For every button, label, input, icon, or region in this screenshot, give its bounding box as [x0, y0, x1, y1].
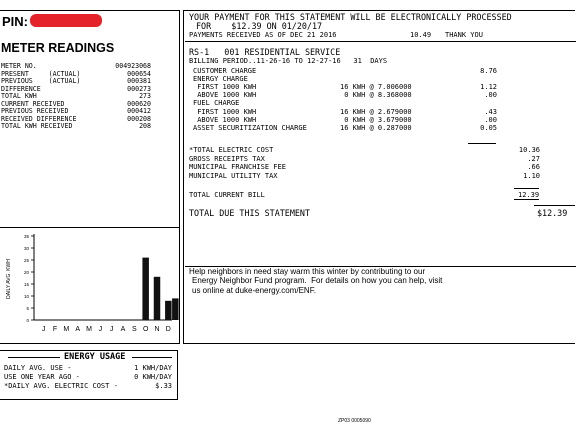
reading-label: RECEIVED DIFFERENCE — [1, 114, 77, 123]
x-tick-label: M — [63, 326, 70, 333]
charge-rate: 16 KWH @ 0.287000 — [340, 123, 412, 132]
reading-value: 208 — [139, 122, 151, 130]
reading-value: 000208 — [127, 114, 151, 123]
reading-label: TOTAL KWH RECEIVED — [1, 122, 73, 130]
subtotal-rule — [468, 143, 496, 144]
charge-rate: 16 KWH @ 7.006000 — [340, 83, 412, 92]
current-bill-rule — [514, 188, 539, 189]
reading-label: PREVIOUS (ACTUAL) — [1, 77, 81, 85]
reading-label: DIFFERENCE — [1, 84, 41, 93]
tax-amount: 1.10 — [523, 171, 540, 180]
reading-label: CURRENT RECEIVED — [1, 99, 65, 108]
current-bill-label: TOTAL CURRENT BILL — [189, 191, 265, 199]
x-tick-label: S — [131, 326, 137, 333]
charge-label: ASSET SECURITIZATION CHARGE — [193, 123, 307, 132]
payments-received-amount: 10.49 — [410, 31, 432, 39]
y-tick-label: 35 — [23, 234, 29, 239]
y-tick-label: 20 — [23, 270, 29, 275]
total-due-rule — [534, 205, 575, 206]
charge-label: FIRST 1000 KWH — [193, 107, 257, 116]
daily-usage-chart — [0, 227, 182, 344]
charge-label: ENERGY CHARGE — [193, 75, 248, 84]
payment-notice-line1: YOUR PAYMENT FOR THIS STATEMENT WILL BE ELECTRONICALLY PROCESSED — [189, 12, 512, 22]
current-bill-underline — [514, 199, 539, 200]
energy-row-label: *DAILY AVG. ELECTRIC COST - — [4, 382, 118, 390]
charge-rate: 0 KWH @ 3.679000 — [340, 115, 412, 124]
reading-value: 000412 — [127, 107, 151, 115]
tax-amount: 10.36 — [518, 146, 540, 154]
charge-rate: 0 KWH @ 8.368000 — [340, 91, 412, 100]
message-line3: us online at duke-energy.com/ENF. — [192, 286, 316, 295]
tax-label: *TOTAL ELECTRIC COST — [189, 146, 274, 154]
charge-rate: 16 KWH @ 2.679000 — [340, 107, 412, 116]
y-tick-label: 15 — [23, 282, 29, 287]
energy-usage-title: ENERGY USAGE — [64, 352, 126, 362]
x-tick-label: A — [75, 326, 81, 333]
energy-row-label: DAILY AVG. USE - — [4, 364, 72, 372]
reading-value: 000620 — [127, 99, 151, 108]
footer-code: ZP03 0005090 — [338, 418, 371, 424]
charge-label: FIRST 1000 KWH — [193, 83, 257, 92]
x-tick-label: O — [142, 326, 149, 333]
charge-amount: 8.76 — [480, 67, 497, 75]
reading-label: TOTAL KWH — [1, 92, 37, 100]
y-tick-label: 0 — [26, 318, 29, 323]
tax-amount: .27 — [527, 154, 540, 163]
energy-row-value: 1 KWH/DAY — [134, 364, 172, 372]
bar — [142, 258, 149, 320]
energy-row-label: USE ONE YEAR AGO - — [4, 373, 80, 381]
payment-notice-line2: FOR $12.39 ON 01/20/17 — [196, 21, 323, 31]
y-tick-label: 25 — [23, 258, 29, 263]
energy-title-rule-right — [132, 357, 172, 358]
pin-redaction — [30, 14, 102, 27]
tax-label: GROSS RECEIPTS TAX — [189, 154, 265, 163]
bar — [154, 277, 161, 320]
reading-label: METER NO. — [1, 62, 37, 70]
current-bill-amount: 12.39 — [518, 191, 540, 199]
reading-label: PREVIOUS RECEIVED — [1, 107, 69, 115]
reading-value: 000654 — [127, 69, 151, 78]
header-divider — [185, 41, 576, 42]
x-tick-label: J — [98, 326, 103, 333]
charge-label: CUSTOMER CHARGE — [193, 67, 257, 75]
energy-title-rule-left — [8, 357, 60, 358]
charge-amount: 0.05 — [480, 123, 497, 132]
bar — [172, 298, 179, 320]
meter-readings-title: METER READINGS — [1, 41, 115, 55]
tax-label: MUNICIPAL UTILITY TAX — [189, 171, 278, 180]
charge-amount: .00 — [484, 91, 497, 100]
payments-received-label: PAYMENTS RECEIVED AS OF DEC 21 2016 — [189, 31, 337, 39]
charge-label: ABOVE 1000 KWH — [193, 91, 257, 100]
y-tick-label: 5 — [26, 306, 29, 311]
service-title: RS-1 001 RESIDENTIAL SERVICE — [189, 47, 341, 57]
message-line1: Help neighbors in need stay warm this winter by contributing to our — [189, 267, 426, 276]
total-due-amount: $12.39 — [537, 208, 568, 218]
tax-amount: .66 — [527, 163, 540, 172]
bar — [165, 301, 172, 320]
energy-row-value: $.33 — [155, 382, 172, 390]
reading-value: 273 — [139, 92, 151, 100]
charge-amount: .00 — [484, 115, 497, 124]
pin-label: PIN: — [2, 14, 28, 29]
charge-amount: .43 — [484, 107, 497, 116]
x-tick-label: J — [109, 326, 114, 333]
y-tick-label: 30 — [23, 246, 29, 251]
x-tick-label: J — [41, 326, 46, 333]
x-tick-label: F — [52, 326, 58, 333]
x-tick-label: M — [86, 326, 92, 333]
charge-amount: 1.12 — [480, 83, 497, 92]
y-tick-label: 10 — [23, 294, 29, 299]
x-tick-label: N — [154, 326, 160, 333]
tax-label: MUNICIPAL FRANCHISE FEE — [189, 163, 286, 172]
total-due-label: TOTAL DUE THIS STATEMENT — [189, 208, 311, 218]
charge-label: ABOVE 1000 KWH — [193, 115, 257, 124]
y-axis-label: DAILY AVG. KWH — [6, 259, 12, 299]
x-tick-label: D — [165, 326, 171, 333]
energy-row-value: 0 KWH/DAY — [134, 373, 172, 381]
reading-label: PRESENT (ACTUAL) — [1, 69, 81, 78]
reading-value: 000273 — [127, 84, 151, 93]
message-line2: Energy Neighbor Fund program. For details on how you can help, visit — [192, 276, 443, 285]
thank-you-text: THANK YOU — [445, 31, 483, 39]
billing-period: BILLING PERIOD..11-26-16 TO 12-27-16 31 DAYS — [189, 57, 388, 65]
x-tick-label: A — [120, 326, 126, 333]
charge-label: FUEL CHARGE — [193, 99, 240, 108]
reading-value: 000381 — [127, 77, 151, 85]
reading-value: 004923068 — [115, 62, 151, 70]
